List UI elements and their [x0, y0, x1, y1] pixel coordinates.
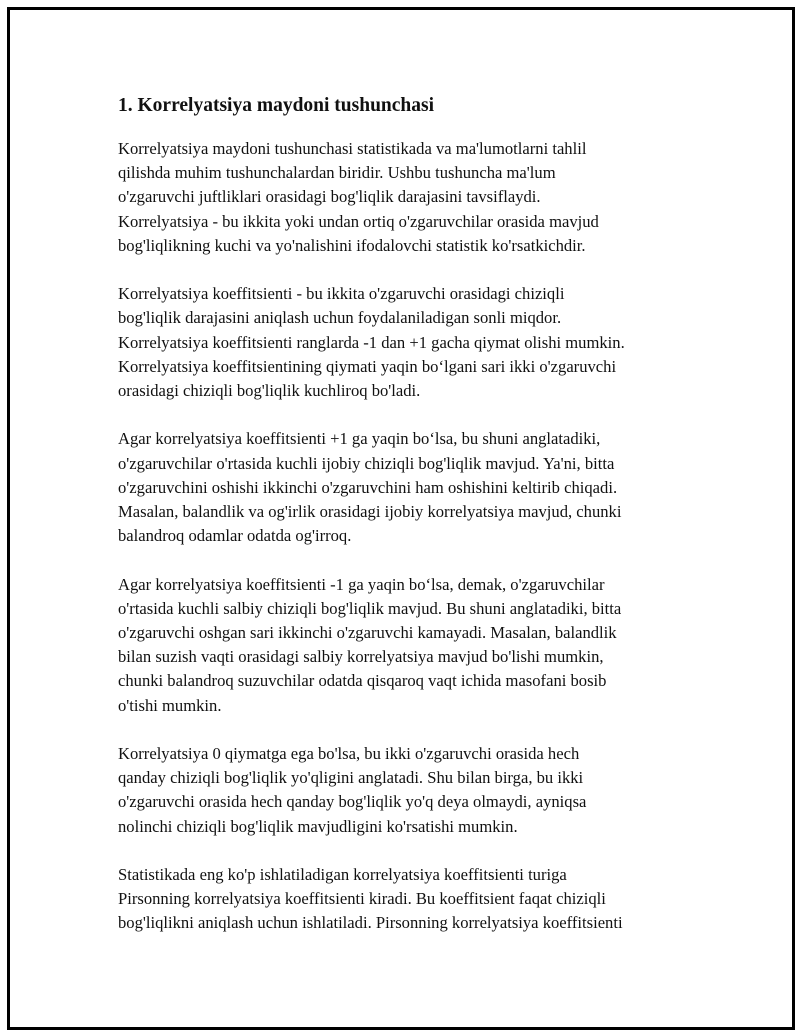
- paragraph-1: [118, 137, 688, 258]
- document-body: [118, 92, 688, 960]
- paragraph-5: [118, 742, 688, 839]
- text-line: o'rtasida kuchli salbiy chiziqli bog'liqlik mavjud. Bu shuni anglatadiki, bitta: [118, 598, 622, 618]
- text-line: Korrelyatsiya - bu ikkita yoki undan ortiq o'zgaruvchilar orasida mavjud: [118, 211, 599, 231]
- text-line: orasidagi chiziqli bog'liqlik kuchliroq bo'ladi.: [118, 381, 421, 401]
- text-line: o'zgaruvchi juftliklari orasidagi bog'liqlik darajasini tavsiflaydi.: [118, 187, 541, 207]
- text-line: Korrelyatsiya koeffitsienti ranglarda -1 dan +1 gacha qiymat olishi mumkin.: [118, 332, 625, 352]
- text-line: bog'liqlik darajasini aniqlash uchun foydalaniladigan sonli miqdor.: [118, 308, 562, 328]
- text-line: Korrelyatsiya 0 qiymatga ega bo'lsa, bu ikki o'zgaruvchi orasida hech: [118, 744, 580, 764]
- text-line: qanday chiziqli bog'liqlik yo'qligini anglatadi. Shu bilan birga, bu ikki: [118, 768, 584, 788]
- text-line: nolinchi chiziqli bog'liqlik mavjudligini ko'rsatishi mumkin.: [118, 816, 518, 836]
- text-line: Pirsonning korrelyatsiya koeffitsienti kiradi. Bu koeffitsient faqat chiziqli: [118, 889, 606, 909]
- text-line: bog'liqlikning kuchi va yo'nalishini ifodalovchi statistik ko'rsatkichdir.: [118, 235, 586, 255]
- text-line: bog'liqlikni aniqlash uchun ishlatiladi. Pirsonning korrelyatsiya koeffitsienti: [118, 913, 623, 933]
- text-line: qilishda muhim tushunchalardan biridir. Ushbu tushuncha ma'lum: [118, 163, 556, 183]
- text-line: bilan suzish vaqti orasidagi salbiy korrelyatsiya mavjud bo'lishi mumkin,: [118, 647, 604, 667]
- text-line: Agar korrelyatsiya koeffitsienti -1 ga yaqin bo‘lsa, demak, o'zgaruvchilar: [118, 574, 605, 594]
- text-line: chunki balandroq suzuvchilar odatda qisqaroq vaqt ichida masofani bosib: [118, 671, 607, 691]
- text-line: Korrelyatsiya koeffitsientining qiymati yaqin bo‘lgani sari ikki o'zgaruvchi: [118, 356, 617, 376]
- text-line: Statistikada eng ko'p ishlatiladigan korrelyatsiya koeffitsienti turiga: [118, 865, 567, 885]
- text-line: o'zgaruvchi orasida hech qanday bog'liqlik yo'q deya olmaydi, ayniqsa: [118, 792, 587, 812]
- paragraph-6: [118, 863, 688, 936]
- text-line: o'zgaruvchilar o'rtasida kuchli ijobiy chiziqli bog'liqlik mavjud. Ya'ni, bitta: [118, 453, 615, 473]
- text-line: Masalan, balandlik va og'irlik orasidagi ijobiy korrelyatsiya mavjud, chunki: [118, 502, 622, 522]
- text-line: Agar korrelyatsiya koeffitsienti +1 ga yaqin bo‘lsa, bu shuni anglatadiki,: [118, 429, 601, 449]
- text-line: o'zgaruvchini oshishi ikkinchi o'zgaruvchini ham oshishini keltirib chiqadi.: [118, 477, 618, 497]
- section-title: 1. Korrelyatsiya maydoni tushunchasi: [118, 95, 435, 116]
- text-line: Korrelyatsiya maydoni tushunchasi statistikada va ma'lumotlarni tahlil: [118, 139, 587, 158]
- paragraph-3: [118, 427, 688, 548]
- text-line: o'tishi mumkin.: [118, 695, 222, 715]
- paragraph-2: [118, 282, 688, 403]
- text-line: o'zgaruvchi oshgan sari ikkinchi o'zgaruvchi kamayadi. Masalan, balandlik: [118, 623, 617, 643]
- text-line: Korrelyatsiya koeffitsienti - bu ikkita o'zgaruvchi orasidagi chiziqli: [118, 284, 565, 304]
- text-line: balandroq odamlar odatda og'irroq.: [118, 526, 352, 546]
- paragraph-4: [118, 573, 688, 718]
